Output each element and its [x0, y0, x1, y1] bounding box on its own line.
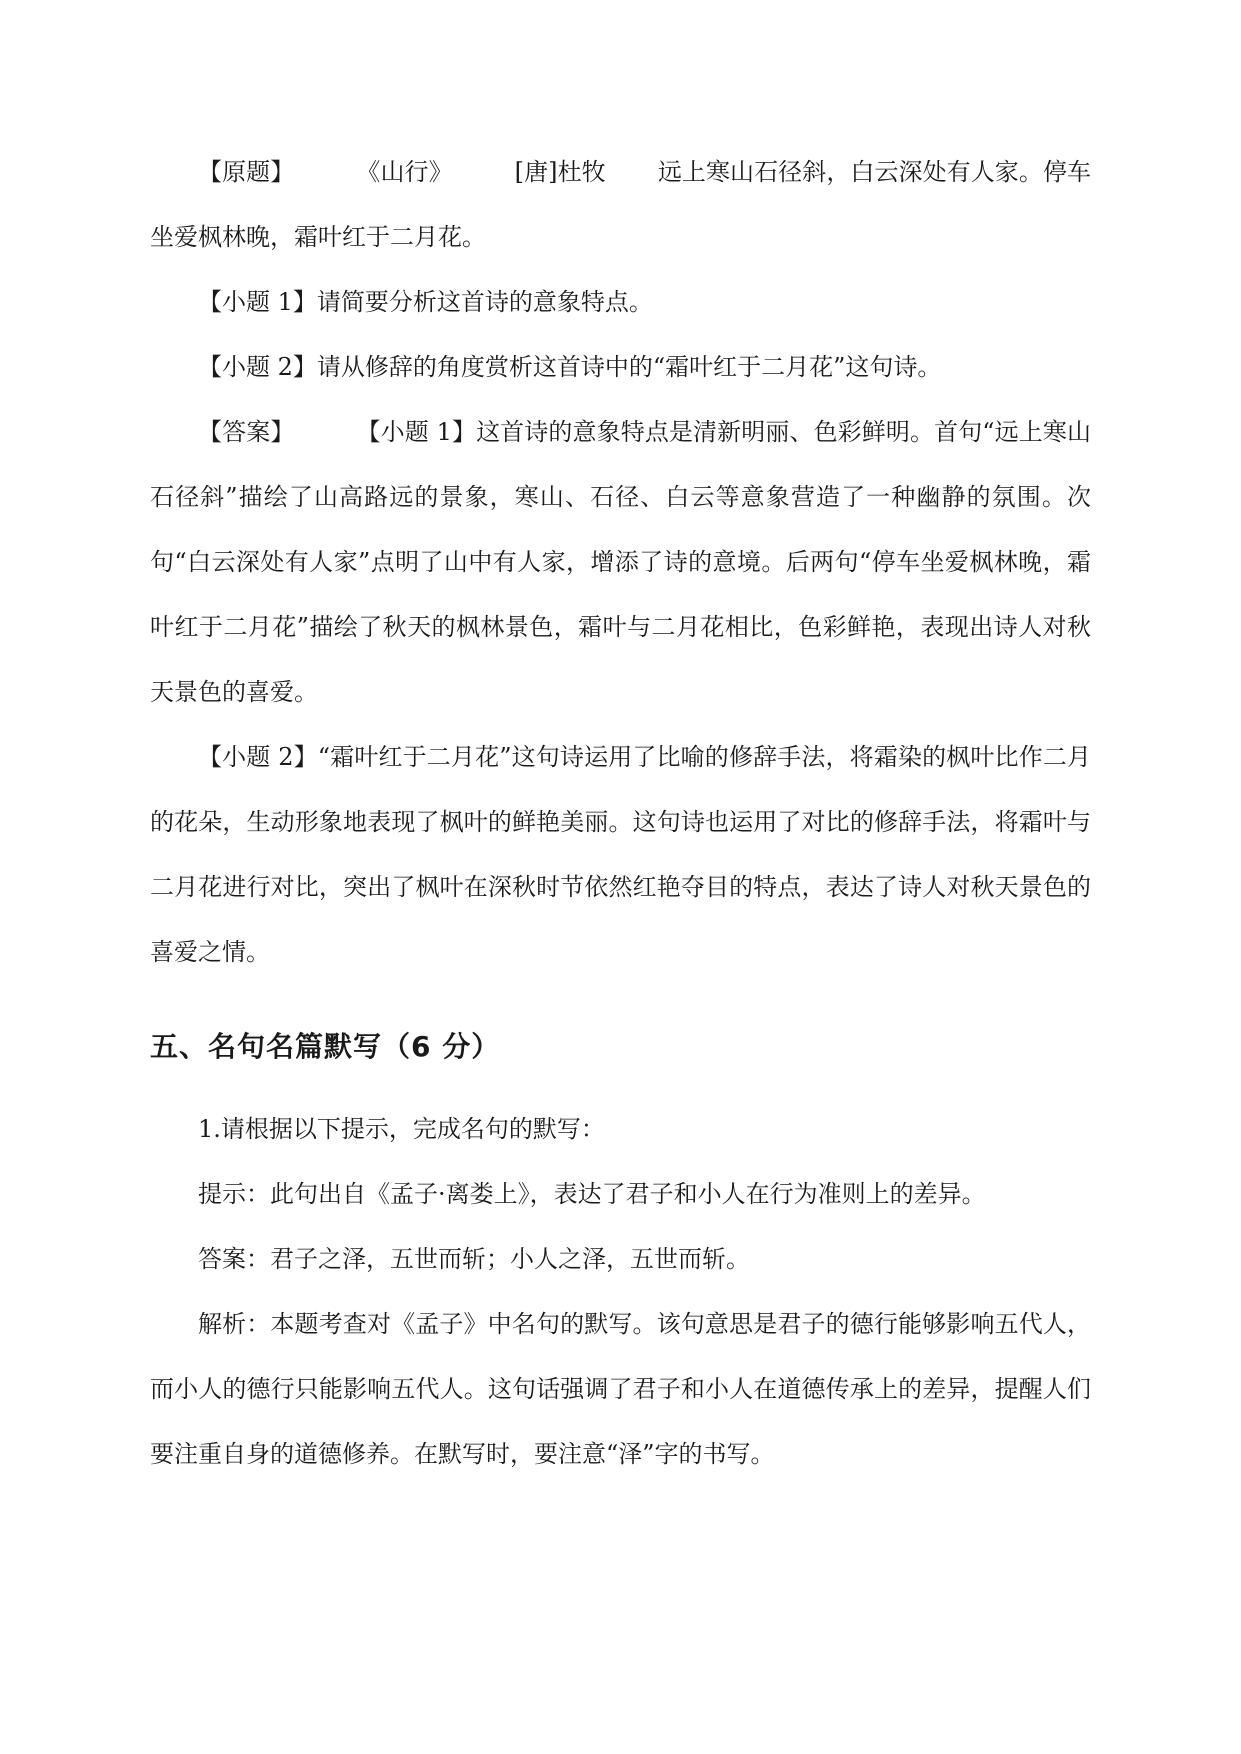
poem-line-1: 远上寒山石径斜，白云深处有人家。	[657, 158, 1043, 186]
recitation-hint: 提示：此句出自《孟子·离娄上》，表达了君子和小人在行为准则上的差异。	[198, 1180, 986, 1208]
poem-title: 《山行》	[356, 158, 453, 186]
poem-question-paragraph	[150, 140, 1091, 270]
sub-question-1: 【小题 1】请简要分析这首诗的意象特点。	[198, 288, 653, 316]
poem-author: [唐]杜牧	[514, 158, 606, 186]
answer-part-1: 【小题 1】这首诗的意象特点是清新明丽、色彩鲜明。首句“远上寒山石径斜”描绘了山高路远的景象，寒山、石径、白云等意象营造了一种幽静的氛围。次句“白云深处有人家”点明了山中有人家，增添了诗的意境。后两句“停车坐爱枫林晚，霜叶红于二月花”描绘了秋天的枫林景色，霜叶与二月花相比，色彩鲜艳，表现出诗人对秋天景色的喜爱。	[150, 418, 1092, 706]
answer-paragraph-1	[150, 400, 1091, 725]
recitation-analysis: 解析：本题考查对《孟子》中名句的默写。该句意思是君子的德行能够影响五代人，而小人的德行只能影响五代人。这句话强调了君子和小人在道德传承上的差异，提醒人们要注重自身的道德修养。在默写时，要注意“泽”字的书写。	[150, 1310, 1091, 1468]
answer-paragraph-2: 【小题 2】“霜叶红于二月花”这句诗运用了比喻的修辞手法，将霜染的枫叶比作二月的花朵，生动形象地表现了枫叶的鲜艳美丽。这句诗也运用了对比的修辞手法，将霜叶与二月花进行对比，突出了枫叶在深秋时节依然红艳夺目的特点，表达了诗人对秋天景色的喜爱之情。	[150, 743, 1091, 966]
original-question-tag: 【原题】	[198, 158, 295, 186]
section-heading: 五、名句名篇默写（6 分）	[150, 1030, 501, 1063]
sub-question-2: 【小题 2】请从修辞的角度赏析这首诗中的“霜叶红于二月花”这句诗。	[198, 353, 942, 381]
poem-line-2: 停车坐爱枫林晚，霜叶红于二月花。	[150, 158, 1092, 251]
answer-tag: 【答案】	[198, 418, 295, 446]
recitation-answer: 答案：君子之泽，五世而斩；小人之泽，五世而斩。	[198, 1245, 750, 1273]
recitation-question: 1.请根据以下提示，完成名句的默写：	[198, 1115, 605, 1143]
